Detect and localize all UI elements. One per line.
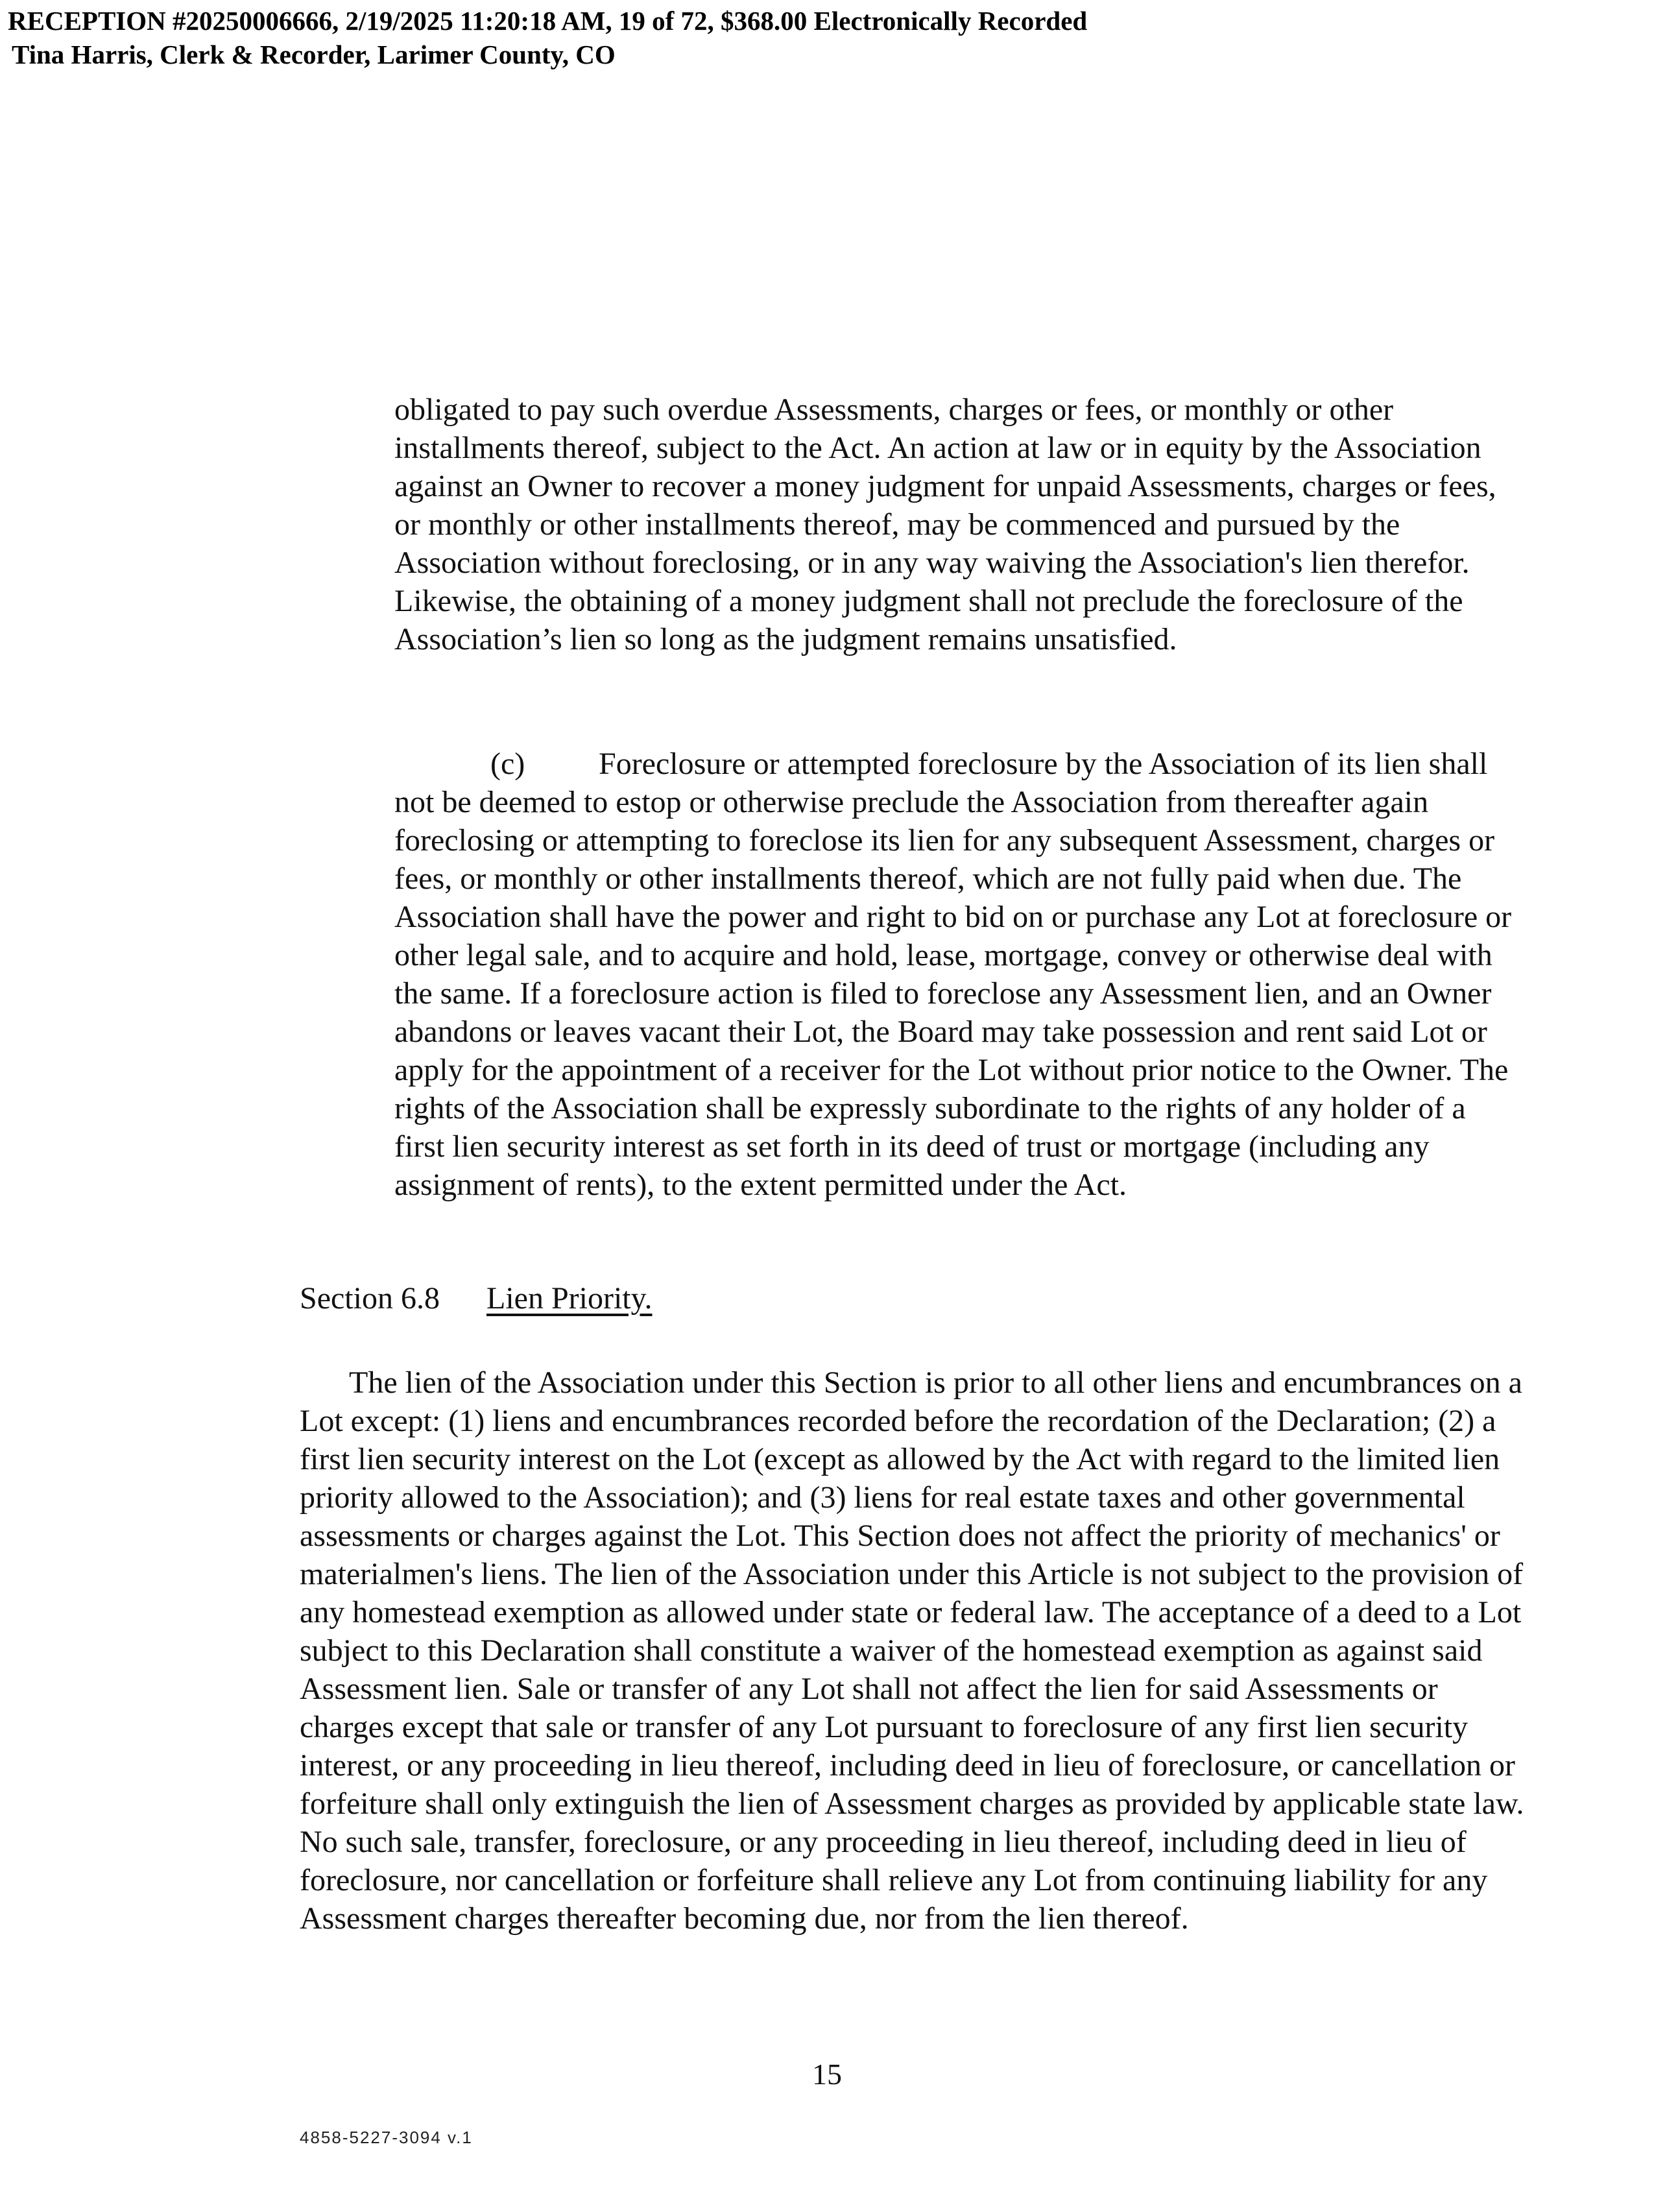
recording-stamp-line-2: Tina Harris, Clerk & Recorder, Larimer County, CO bbox=[12, 40, 616, 69]
section-title: Lien Priority. bbox=[486, 1281, 653, 1316]
paragraph-2-label: (c) bbox=[490, 747, 525, 781]
section-heading bbox=[300, 1279, 653, 1317]
paragraph-3 bbox=[300, 1364, 1526, 1938]
paragraph-2 bbox=[394, 745, 1523, 1204]
page-number: 15 bbox=[812, 2058, 842, 2091]
document-id-text: 4858-5227-3094 v.1 bbox=[300, 2128, 473, 2147]
recording-stamp bbox=[8, 4, 1087, 71]
document-id bbox=[300, 2128, 494, 2147]
paragraph-1: obligated to pay such overdue Assessments, charges or fees, or monthly or other installments thereof, subject to the Act. An action at law or in equity by the Association against an Owner to recover a money judgment for unpaid Assessments, charges or fees, or monthly or other installments thereof, may be commenced and pursued by the Association without foreclosing, or in any way waiving the Association's lien therefor. Likewise, the obtaining of a money judgment shall not preclude the foreclosure of the Association’s lien so long as the judgment remains unsatisfied. bbox=[394, 392, 1496, 656]
section-number: Section 6.8 bbox=[300, 1281, 440, 1316]
recording-stamp-line-1: RECEPTION #20250006666, 2/19/2025 11:20:18 AM, 19 of 72, $368.00 Electronically Recorded bbox=[8, 6, 1088, 36]
paragraph-3-text: The lien of the Association under this Section is prior to all other liens and encumbrances on a Lot except: (1) liens and encumbrances recorded before the recordation of the Declaration; (2) a first lien security interest on the Lot (except as allowed by the Act with regard to the limited lien priority allowed to the Association); and (3) liens for real estate taxes and other governmental assessments or charges against the Lot. This Section does not affect the priority of mechanics' or materialmen's liens. The lien of the Association under this Article is not subject to the provision of any homestead exemption as allowed under state or federal law. The acceptance of a deed to a Lot subject to this Declaration shall constitute a waiver of the homestead exemption as against said Assessment lien. Sale or transfer of any Lot shall not affect the lien for said Assessments or charges except that sale or transfer of any Lot pursuant to foreclosure of any first lien security interest, or any proceeding in lieu thereof, including deed in lieu of foreclosure, or cancellation or forfeiture shall only extinguish the lien of Assessment charges as provided by applicable state law. No such sale, transfer, foreclosure, or any proceeding in lieu thereof, including deed in lieu of foreclosure, nor cancellation or forfeiture shall relieve any Lot from continuing liability for any Assessment charges thereafter becoming due, nor from the lien thereof. bbox=[300, 1365, 1524, 1936]
paragraph-2-text: Foreclosure or attempted foreclosure by the Association of its lien shall not be deemed to estop or otherwise preclude the Association from thereafter again foreclosing or attempting to foreclose its lien for any subsequent Assessment, charges or fees, or monthly or other installments thereof, which are not fully paid when due. The Association shall have the power and right to bid on or purchase any Lot at foreclosure or other legal sale, and to acquire and hold, lease, mortgage, convey or otherwise deal with the same. If a foreclosure action is filed to foreclose any Assessment lien, and an Owner abandons or leaves vacant their Lot, the Board may take possession and rent said Lot or apply for the appointment of a receiver for the Lot without prior notice to the Owner. The rights of the Association shall be expressly subordinate to the rights of any holder of a first lien security interest as set forth in its deed of trust or mortgage (including any assignment of rents), to the extent permitted under the Act. bbox=[394, 747, 1512, 1202]
